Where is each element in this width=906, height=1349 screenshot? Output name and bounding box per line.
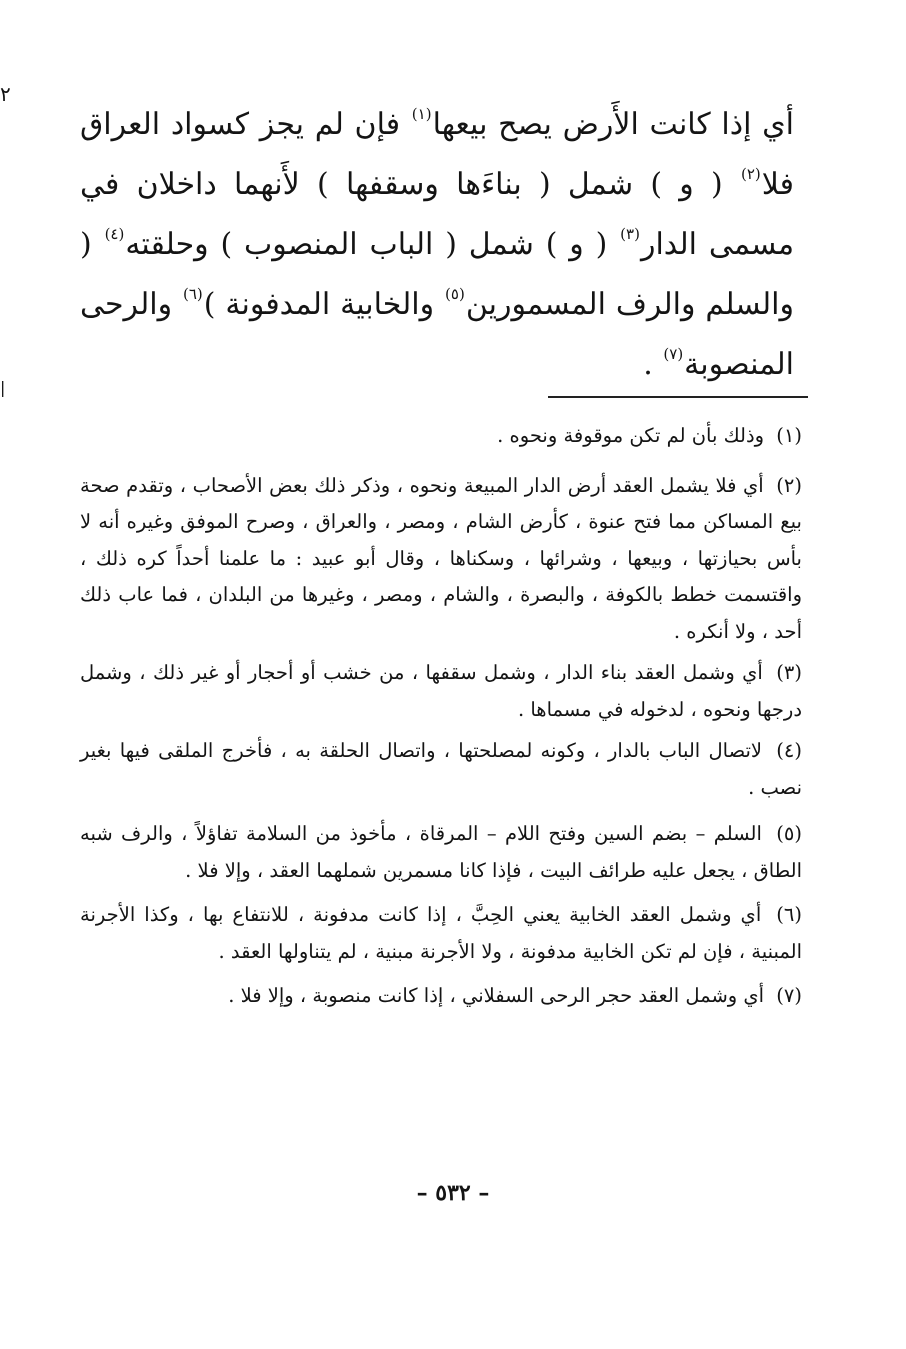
footnote-text: السلم – بضم السين وفتح اللام – المرقاة ، مأخوذ من السلامة تفاؤلاً ، والرف شبه الطاق ، يجعل عليه طرائف البيت ، فإذا كانا مسمرين شملهما العقد ، وإلا فلا . (80, 822, 802, 882)
footnote-ref-7: (٧) (663, 345, 684, 363)
footnote-number: (١) (776, 424, 802, 447)
main-text-segment: فإن لم يجز كسواد العراق فلا (80, 107, 794, 202)
main-text-segment: ( و ) شمل ( الباب المنصوب ) وحلقته (125, 227, 608, 262)
footnote-item (80, 418, 802, 455)
main-text-segment: والخابية المدفونة ) (203, 287, 435, 322)
footnote-number: (٢) (776, 473, 802, 497)
main-text-segment: والرحى المنصوبة (80, 287, 794, 382)
footnote-item (80, 816, 802, 889)
footnote-number: (٤) (776, 739, 802, 762)
footnote-text: وذلك بأن لم تكن موقوفة ونحوه . (497, 424, 765, 447)
main-text (80, 95, 794, 395)
footnote-text: أي فلا يشمل العقد أرض الدار المبيعة ونحوه ، وذكر ذلك بعض الأصحاب ، وتقدم صحة بيع المساكن مما فتح عنوة ، كأرض الشام ، ومصر ، والعراق ، وصرح الموفق وغيره أنه لا بأس بحيازتها ، وبيعها ، وشرائها ، وسكناها ، وقال أبو عبيد : ما علمنا أحداً كره ذلك ، واقتسمت خطط بالكوفة ، والبصرة ، والشام ، ومصر ، وغيرها من البلدان ، فما عاب ذلك أحد ، ولا أنكره . (80, 473, 802, 643)
footnote-item (80, 655, 802, 728)
footnote-ref-1: (١) (411, 105, 432, 123)
footnote-divider (548, 396, 808, 398)
main-text-segment: ( و ) شمل ( بناءَها وسقفها ) لأَنهما داخلان في مسمى الدار (80, 167, 795, 262)
footnote-item (80, 468, 802, 651)
footnote-ref-5: (٥) (445, 285, 465, 303)
edge-mark-middle: | (0, 378, 6, 397)
footnote-item (80, 897, 802, 970)
footnote-ref-4: (٤) (104, 225, 125, 243)
edge-mark-top: ٢ (0, 82, 11, 106)
footnote-text: أي وشمل العقد بناء الدار ، وشمل سقفها ، من خشب أو أحجار أو غير ذلك ، وشمل درجها ونحوه ، لدخوله في مسماها . (80, 661, 802, 721)
footnote-item (80, 733, 802, 806)
footnote-item (80, 978, 802, 1015)
footnotes-list (80, 418, 802, 1015)
footnote-ref-2: (٢) (740, 165, 761, 183)
footnote-number: (٥) (776, 822, 802, 845)
footnote-text: لاتصال الباب بالدار ، وكونه لمصلحتها ، واتصال الحلقة به ، فأخرج الملقى فيها بغير نصب . (80, 739, 802, 799)
footnote-number: (٦) (776, 903, 802, 926)
main-text-segment: ( والسلم والرف المسمورين (80, 227, 794, 322)
footnote-ref-3: (٣) (620, 225, 640, 243)
footnote-text: أي وشمل العقد الخابية يعني الحِبَّ ، إذا كانت مدفونة ، للانتفاع بها ، وكذا الأجرنة المبنية ، فإن لم تكن الخابية مدفونة ، ولا الأجرنة مبنية ، لم يتناولها العقد . (80, 903, 802, 963)
footnote-ref-6: (٦) (183, 285, 203, 303)
footnote-number: (٧) (776, 984, 802, 1007)
page-number: – ٥٣٢ – (416, 1180, 490, 1206)
main-text-segment: أي إذا كانت الأَرض يصح بيعها (432, 107, 794, 142)
footnote-text: أي وشمل العقد حجر الرحى السفلاني ، إذا كانت منصوبة ، وإلا فلا . (228, 984, 765, 1007)
footnote-number: (٣) (776, 661, 802, 684)
main-text-segment: . (643, 347, 653, 382)
